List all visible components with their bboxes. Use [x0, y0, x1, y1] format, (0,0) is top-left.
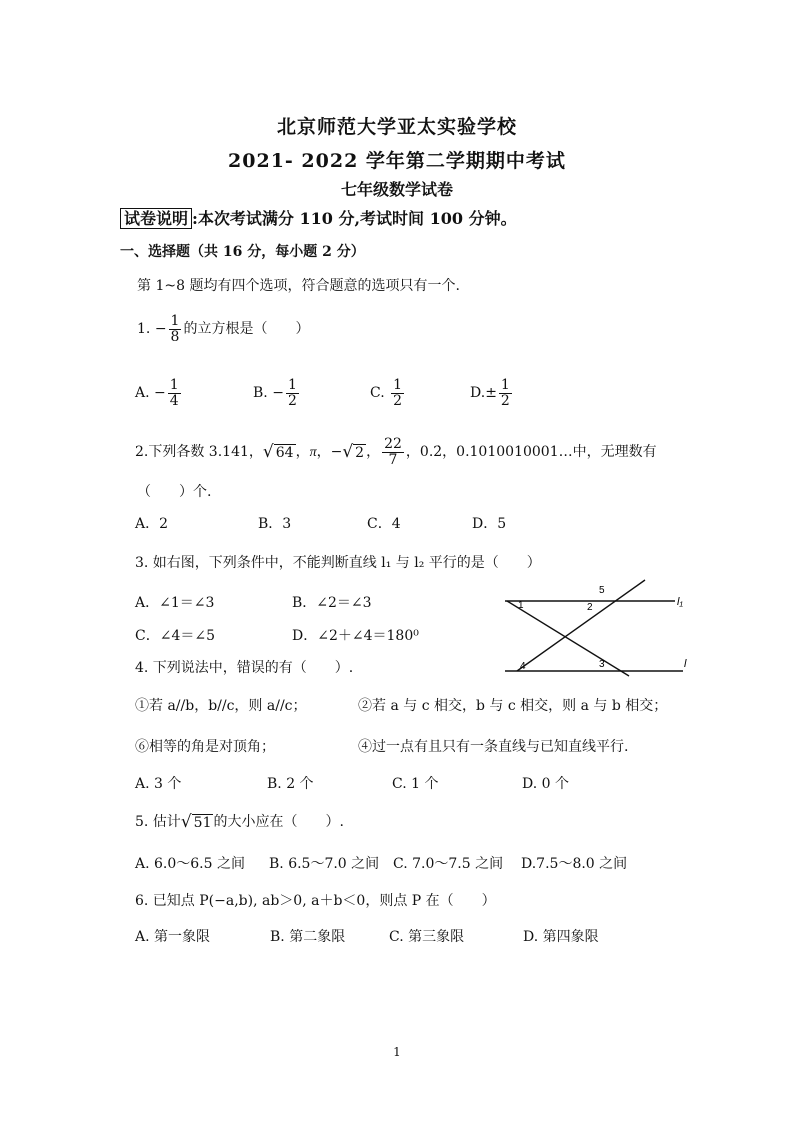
exam-term: 2021- 2022 学年第二学期期中考试 [228, 150, 566, 172]
exam-notice [120, 206, 517, 229]
angle-label-2: 2 [587, 602, 593, 613]
q6-option-b: B. 第二象限 [270, 929, 346, 945]
transversal-1 [517, 580, 645, 671]
angle-label-4: 4 [520, 661, 526, 672]
q6-option-a: A. 第一象限 [135, 929, 211, 945]
question-3: 3. 如右图，下列条件中，不能判断直线 l₁ 与 l₂ 平行的是（ ） [135, 555, 541, 571]
question-2: 2.下列各数 3.141，√ 64 ，π，−√ 2 ， $\frac{22}{7}$ ，0.2̇，0.1010010001…中，无理数有 [135, 436, 657, 468]
q4-option-b: B. 2 个 [267, 776, 314, 792]
q5-option-c: C. 7.0～7.5 之间 [393, 856, 504, 872]
section-title: 一、选择题（共 16 分，每小题 2 分） [120, 244, 365, 260]
q2-line2: （ ）个. [137, 484, 212, 500]
q1-option-a: A. − $\frac{1}{4}$ [135, 377, 179, 409]
question-1 [137, 314, 309, 344]
q5-option-d: D.7.5～8.0 之间 [521, 856, 628, 872]
question-5: 5. 估计√ 51 的大小应在（ ）. [135, 812, 344, 832]
label-l1: l₁ [677, 596, 683, 608]
q1-option-b: B. − $\frac{1}{2}$ [253, 377, 297, 409]
q4-option-c: C. 1 个 [392, 776, 439, 792]
q1-fraction: $\frac{1}{8}$ [170, 313, 180, 345]
q5-option-b: B. 6.5～7.0 之间 [269, 856, 380, 872]
q2-fraction: $\frac{22}{7}$ [384, 436, 402, 468]
sqrt-2: √ 2 [342, 442, 365, 463]
q1-option-c: C. $\frac{1}{2}$ [370, 377, 403, 409]
q1-text: 的立方根是（ ） [183, 321, 310, 338]
q6-option-c: C. 第三象限 [389, 929, 465, 945]
q5-option-a: A. 6.0～6.5 之间 [135, 856, 245, 872]
q3-option-b: B．∠2＝∠3 [292, 595, 372, 611]
question-6: 6. 已知点 P(−a,b), ab＞0, a＋b＜0，则点 P 在（ ） [135, 893, 496, 909]
q4-statement-3: ⑥相等的角是对顶角； [135, 739, 275, 755]
q4-statement-4: ④过一点有且只有一条直线与已知直线平行. [358, 739, 629, 755]
angle-label-1: 1 [518, 600, 524, 611]
q6-option-d: D. 第四象限 [523, 929, 599, 945]
sqrt-64: √ 64 [262, 442, 294, 463]
school-name: 北京师范大学亚太实验学校 [276, 116, 517, 138]
q2-option-c: C．4 [367, 516, 401, 532]
q1-neg: − [154, 321, 167, 338]
q1-number: 1. [137, 321, 151, 338]
notice-text: :本次考试满分 110 分,考试时间 100 分钟。 [192, 209, 517, 228]
section-instruction: 第 1~8 题均有四个选项，符合题意的选项只有一个. [137, 278, 460, 294]
sqrt-51: √ 51 [180, 812, 212, 832]
q3-option-c: C．∠4＝∠5 [135, 628, 215, 644]
q4-option-d: D. 0 个 [522, 776, 569, 792]
question-4: 4. 下列说法中，错误的有（ ）. [135, 660, 354, 676]
q2-option-a: A．2 [135, 516, 169, 532]
q4-option-a: A. 3 个 [135, 776, 182, 792]
angle-label-5: 5 [599, 585, 605, 596]
page-number: 1 [393, 1045, 401, 1059]
q4-statement-1: ①若 a//b，b//c，则 a//c； [135, 698, 307, 714]
angle-label-3: 3 [599, 659, 605, 670]
q4-statement-2: ②若 a 与 c 相交，b 与 c 相交，则 a 与 b 相交； [358, 698, 668, 714]
q2-option-d: D．5 [472, 516, 507, 532]
label-l2: l [684, 658, 687, 670]
q2-option-b: B．3 [258, 516, 292, 532]
q1-option-d: D.± $\frac{1}{2}$ [470, 377, 510, 409]
q3-option-d: D．∠2＋∠4＝180⁰ [292, 628, 419, 644]
parallel-lines-figure [495, 575, 790, 685]
notice-label: 试卷说明 [120, 208, 192, 229]
paper-title: 七年级数学试卷 [340, 180, 453, 199]
q3-option-a: A．∠1＝∠3 [135, 595, 215, 611]
